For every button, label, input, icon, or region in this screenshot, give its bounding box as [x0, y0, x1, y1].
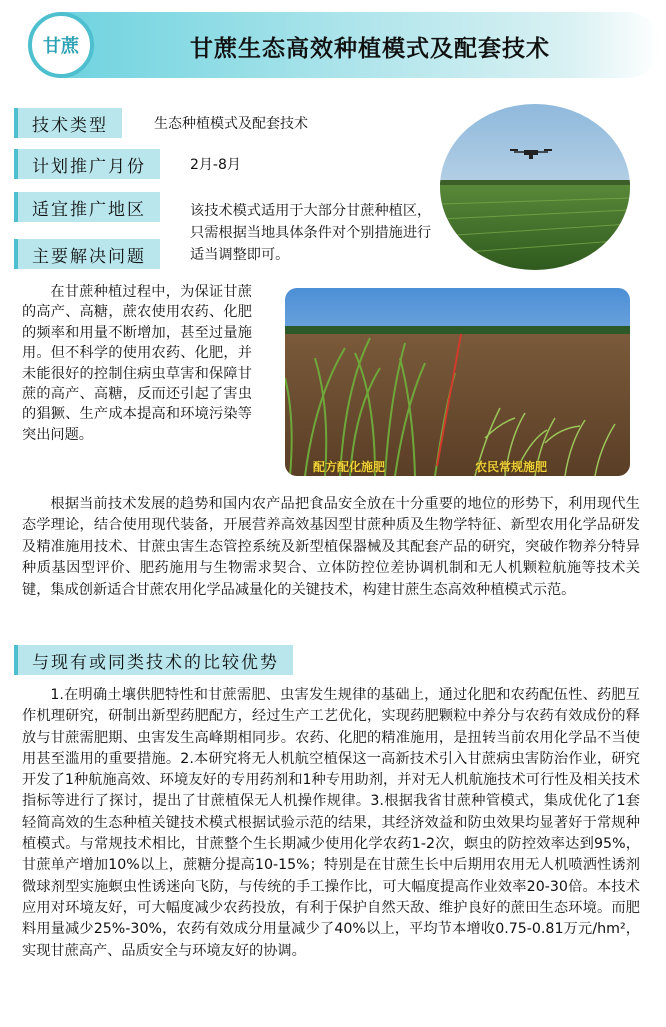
tech-type-tag	[14, 108, 122, 138]
page-title: 甘蔗生态高效种植模式及配套技术	[190, 36, 550, 62]
drone-field-illustration	[440, 104, 630, 270]
tech-type-value: 生态种植模式及配套技术	[154, 116, 308, 132]
right-photo-caption: 农民常规施肥	[475, 460, 548, 474]
fertilization-comparison-photo	[285, 288, 630, 476]
advantage-tag	[14, 645, 293, 675]
sugarcane-field-illustration	[285, 288, 630, 476]
promotion-region-tag	[14, 192, 160, 222]
promotion-region-value: 该技术模式适用于大部分甘蔗种植区，只需根据当地具体条件对个别措施进行适当调整即可。	[190, 203, 432, 263]
promotion-month-label: 计划推广月份	[32, 156, 146, 177]
problem-paragraph-1: 在甘蔗种植过程中，为保证甘蔗的高产、高糖，蔗农使用农药、化肥的频率和用量不断增加，甚至过量施用。但不科学的使用农药、化肥，并未能很好的控制住病虫草害和保障甘蔗的高产、高糖，反而还引起了害虫的猖獗、生产成本提高和环境污染等突出问题。	[22, 284, 252, 443]
advantage-paragraph: 1.在明确土壤供肥特性和甘蔗需肥、虫害发生规律的基础上，通过化肥和农药配伍性、药肥互作机理研究，研制出新型药肥配方，经过生产工艺优化，实现药肥颗粒中养分与农药有效成份的释放与甘蔗需肥期、虫害发生高峰期相同步。农药、化肥的精准施用，是扭转当前农用化学品不当使用甚至滥用的重要措施。2.本研究将无人机航空植保这一高新技术引入甘蔗病虫害防治作业，研究开发了1种航施高效、环境友好的专用药剂和1种专用助剂，并对无人机航施技术可行性及相关技术指标等进行了探讨，提出了甘蔗植保无人机操作规律。3.根据我省甘蔗种管模式，集成优化了1套轻简高效的生态种植关键技术模式根据试验示范的结果，其经济效益和防虫效果均显著好于常规种植模式。与常规技术相比，甘蔗整个生长期减少使用化学农药1-2次，螟虫的防控效率达到95%，甘蔗单产增加10%以上，蔗糖分提高10-15%；特别是在甘蔗生长中后期用农用无人机喷洒性诱剂微球剂型实施螟虫性诱迷向飞防，与传统的手工操作比，可大幅度提高作业效率20-30倍。本技术应用对环境友好，可大幅度减少农药投放，有利于保护自然天敌、维护良好的蔗田生态环境。而肥料用量减少25%-30%，农药有效成分用量减少了40%以上，平均节本增收0.75-0.81万元/hm²，实现甘蔗高产、品质安全与环境友好的协调。	[22, 687, 640, 959]
drone-field-photo	[440, 104, 630, 270]
category-badge-label: 甘蔗	[43, 36, 79, 57]
tech-type-label: 技术类型	[32, 115, 108, 136]
promotion-month-tag	[14, 149, 160, 179]
problem-paragraph-2: 根据当前技术发展的趋势和国内农产品把食品安全放在十分重要的地位的形势下，利用现代生态学理论，结合使用现代装备，开展营养高效基因型甘蔗种质及生物学特征、新型农用化学品研发及精准施用技术、甘蔗虫害生态管控系统及新型植保器械及其配套产品的研究，突破作物养分特异种质基因型评价、肥药施用与生物需求契合、立体防控位差协调机制和无人机颗粒航施等技术关键，集成创新适合甘蔗农用化学品减量化的关键技术，构建甘蔗生态高效种植模式示范。	[22, 496, 640, 598]
page-header	[0, 0, 666, 96]
left-photo-caption: 配方配化施肥	[313, 460, 386, 474]
category-badge	[28, 12, 94, 78]
advantage-label: 与现有或同类技术的比较优势	[32, 652, 279, 673]
main-problem-label: 主要解决问题	[32, 246, 146, 267]
main-problem-tag	[14, 239, 160, 269]
promotion-month-value: 2月-8月	[190, 157, 241, 173]
promotion-region-label: 适宜推广地区	[32, 199, 146, 220]
